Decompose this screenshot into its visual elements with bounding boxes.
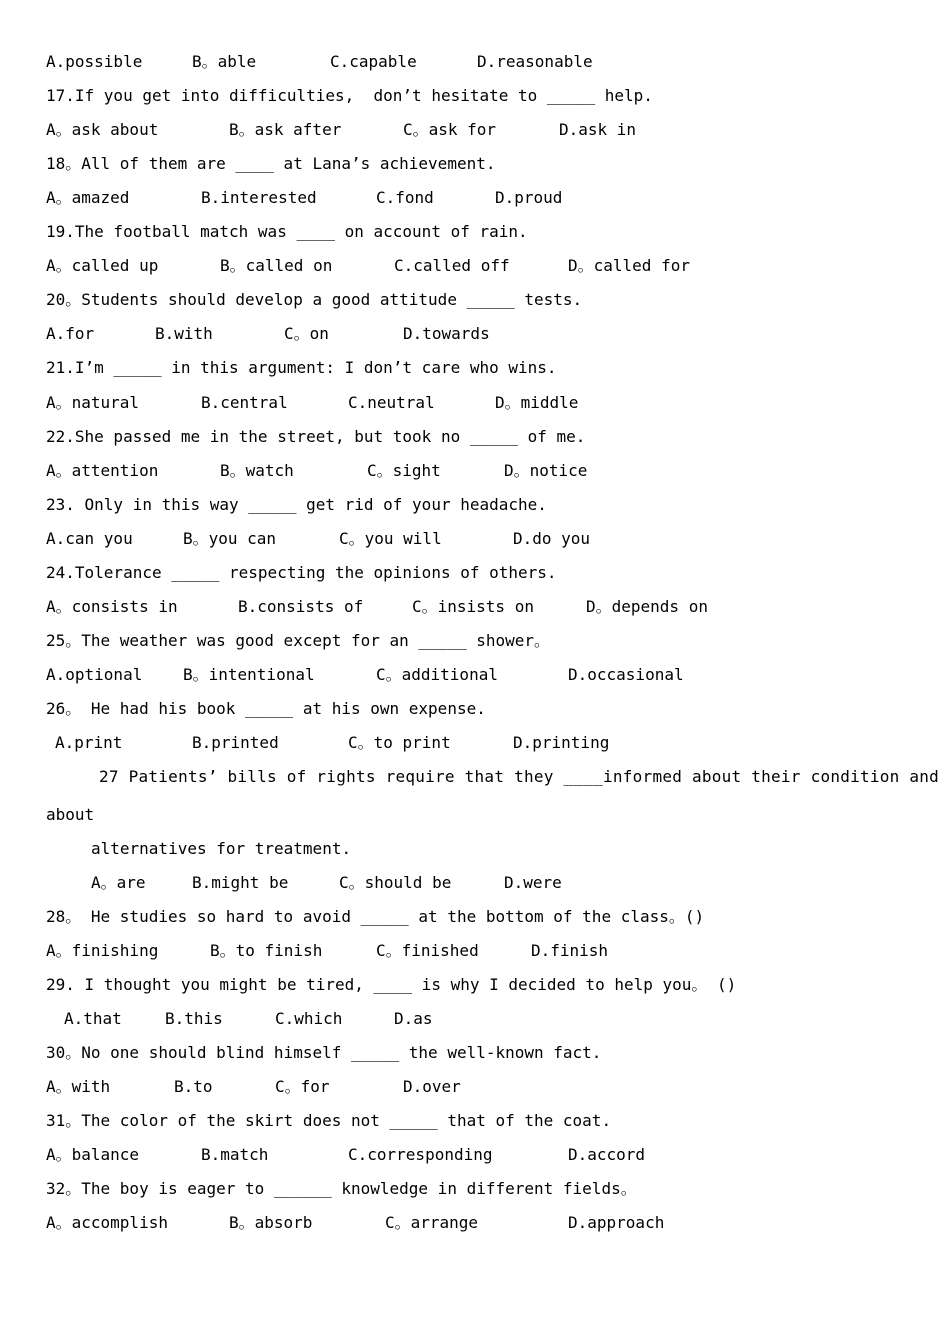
option-b: B。ask after bbox=[229, 120, 342, 139]
option-d: D.occasional bbox=[568, 665, 684, 684]
question-stem bbox=[0, 494, 950, 516]
question-stem bbox=[0, 630, 950, 652]
option-a: A.print bbox=[55, 733, 123, 752]
option-b: B.to bbox=[174, 1077, 213, 1096]
options-row bbox=[0, 528, 950, 550]
option-d: D.finish bbox=[531, 941, 609, 960]
question-22-text: 22.She passed me in the street, but took no _____ of me. bbox=[46, 427, 586, 446]
option-d: D。depends on bbox=[586, 597, 708, 616]
options-row bbox=[0, 872, 950, 894]
option-c: C。finished bbox=[376, 941, 479, 960]
option-c: C。additional bbox=[376, 665, 498, 684]
question-24-text: 24.Tolerance _____ respecting the opinions of others. bbox=[46, 563, 557, 582]
question-stem bbox=[0, 562, 950, 584]
question-stem bbox=[0, 1178, 950, 1200]
option-a: A。consists in bbox=[46, 597, 178, 616]
options-row bbox=[0, 1076, 950, 1098]
options-row bbox=[0, 323, 950, 345]
question-32-text: 32。The boy is eager to ______ knowledge in different fields。 bbox=[46, 1179, 637, 1198]
options-row bbox=[0, 460, 950, 482]
option-c: C.capable bbox=[330, 52, 417, 71]
option-d: D.reasonable bbox=[477, 52, 593, 71]
option-b: B.this bbox=[165, 1009, 223, 1028]
question-stem bbox=[0, 426, 950, 448]
option-a: A。accomplish bbox=[46, 1213, 168, 1232]
option-b: B。intentional bbox=[183, 665, 315, 684]
option-b: B.printed bbox=[192, 733, 279, 752]
question-stem bbox=[0, 906, 950, 928]
options-row bbox=[0, 596, 950, 618]
question-27-text: 27 Patients’ bills of rights require that they ____informed about their condition and bbox=[99, 767, 940, 786]
option-a: A。balance bbox=[46, 1145, 140, 1164]
option-a: A。are bbox=[91, 873, 146, 892]
question-18-text: 18。All of them are ____ at Lana’s achievement. bbox=[46, 154, 496, 173]
question-stem bbox=[0, 357, 950, 379]
option-b: B.with bbox=[155, 324, 213, 343]
question-stem bbox=[0, 766, 950, 788]
question-26-text: 26。 He had his book _____ at his own expense. bbox=[46, 699, 486, 718]
option-c: C。to print bbox=[348, 733, 451, 752]
options-row bbox=[0, 187, 950, 209]
option-a: A。called up bbox=[46, 256, 159, 275]
options-row bbox=[0, 664, 950, 686]
option-b: B。absorb bbox=[229, 1213, 313, 1232]
question-20-text: 20。Students should develop a good attitude _____ tests. bbox=[46, 290, 583, 309]
option-b: B.might be bbox=[192, 873, 289, 892]
option-c: C。you will bbox=[339, 529, 442, 548]
option-c: C。sight bbox=[367, 461, 441, 480]
options-row bbox=[0, 392, 950, 414]
option-a: A.that bbox=[64, 1009, 122, 1028]
option-c: C.which bbox=[275, 1009, 343, 1028]
question-27-text-cont: alternatives for treatment. bbox=[91, 839, 352, 858]
option-a: A。with bbox=[46, 1077, 111, 1096]
question-stem bbox=[0, 698, 950, 720]
option-c: C。insists on bbox=[412, 597, 534, 616]
question-28-text: 28。 He studies so hard to avoid _____ at the bottom of the class。() bbox=[46, 907, 705, 926]
question-stem bbox=[0, 85, 950, 107]
options-row bbox=[0, 1212, 950, 1234]
option-b: B。able bbox=[192, 52, 257, 71]
option-d: D.printing bbox=[513, 733, 610, 752]
option-d: D.do you bbox=[513, 529, 591, 548]
question-31-text: 31。The color of the skirt does not _____ that of the coat. bbox=[46, 1111, 612, 1130]
option-a: A。amazed bbox=[46, 188, 130, 207]
options-row bbox=[0, 732, 950, 754]
options-row bbox=[0, 940, 950, 962]
option-a: A.optional bbox=[46, 665, 143, 684]
option-a: A。attention bbox=[46, 461, 159, 480]
question-stem bbox=[0, 974, 950, 996]
options-row bbox=[0, 255, 950, 277]
option-c: C。arrange bbox=[385, 1213, 479, 1232]
question-25-text: 25。The weather was good except for an _____ shower。 bbox=[46, 631, 551, 650]
question-stem bbox=[0, 221, 950, 243]
option-b: B.match bbox=[201, 1145, 269, 1164]
options-row bbox=[0, 119, 950, 141]
question-stem-continued bbox=[0, 838, 950, 860]
question-stem bbox=[0, 153, 950, 175]
question-19-text: 19.The football match was ____ on account of rain. bbox=[46, 222, 528, 241]
option-c: C.neutral bbox=[348, 393, 435, 412]
question-stem bbox=[0, 289, 950, 311]
question-stem-continued bbox=[0, 804, 950, 826]
option-b: B.consists of bbox=[238, 597, 364, 616]
question-30-text: 30。No one should blind himself _____ the well-known fact. bbox=[46, 1043, 602, 1062]
option-b: B.interested bbox=[201, 188, 317, 207]
options-row bbox=[0, 1008, 950, 1030]
option-b: B。to finish bbox=[210, 941, 323, 960]
question-23-text: 23. Only in this way _____ get rid of your headache. bbox=[46, 495, 547, 514]
option-b: B。you can bbox=[183, 529, 277, 548]
option-d: D.as bbox=[394, 1009, 433, 1028]
option-b: B.central bbox=[201, 393, 288, 412]
option-b: B。called on bbox=[220, 256, 333, 275]
option-d: D.accord bbox=[568, 1145, 646, 1164]
option-d: D.over bbox=[403, 1077, 461, 1096]
option-c: C.called off bbox=[394, 256, 510, 275]
options-row bbox=[0, 51, 950, 73]
option-a: A.possible bbox=[46, 52, 143, 71]
option-d: D。middle bbox=[495, 393, 579, 412]
question-29-text: 29. I thought you might be tired, ____ is why I decided to help you。 () bbox=[46, 975, 737, 994]
option-a: A。finishing bbox=[46, 941, 159, 960]
option-d: D.ask in bbox=[559, 120, 637, 139]
option-a: A。natural bbox=[46, 393, 140, 412]
option-c: C。ask for bbox=[403, 120, 497, 139]
options-row bbox=[0, 1144, 950, 1166]
option-d: D。called for bbox=[568, 256, 690, 275]
question-17-text: 17.If you get into difficulties, don’t hesitate to _____ help. bbox=[46, 86, 653, 105]
option-d: D。notice bbox=[504, 461, 588, 480]
option-c: C。on bbox=[284, 324, 329, 343]
option-a: A.can you bbox=[46, 529, 133, 548]
option-a: A。ask about bbox=[46, 120, 159, 139]
option-d: D.towards bbox=[403, 324, 490, 343]
option-d: D.were bbox=[504, 873, 562, 892]
option-c: C。should be bbox=[339, 873, 452, 892]
option-d: D.approach bbox=[568, 1213, 665, 1232]
option-c: C.corresponding bbox=[348, 1145, 493, 1164]
option-b: B。watch bbox=[220, 461, 294, 480]
option-c: C.fond bbox=[376, 188, 434, 207]
option-c: C。for bbox=[275, 1077, 330, 1096]
question-21-text: 21.I’m _____ in this argument: I don’t care who wins. bbox=[46, 358, 557, 377]
option-d: D.proud bbox=[495, 188, 563, 207]
question-stem bbox=[0, 1042, 950, 1064]
question-27-text-cont: about bbox=[46, 805, 95, 824]
question-stem bbox=[0, 1110, 950, 1132]
option-a: A.for bbox=[46, 324, 95, 343]
